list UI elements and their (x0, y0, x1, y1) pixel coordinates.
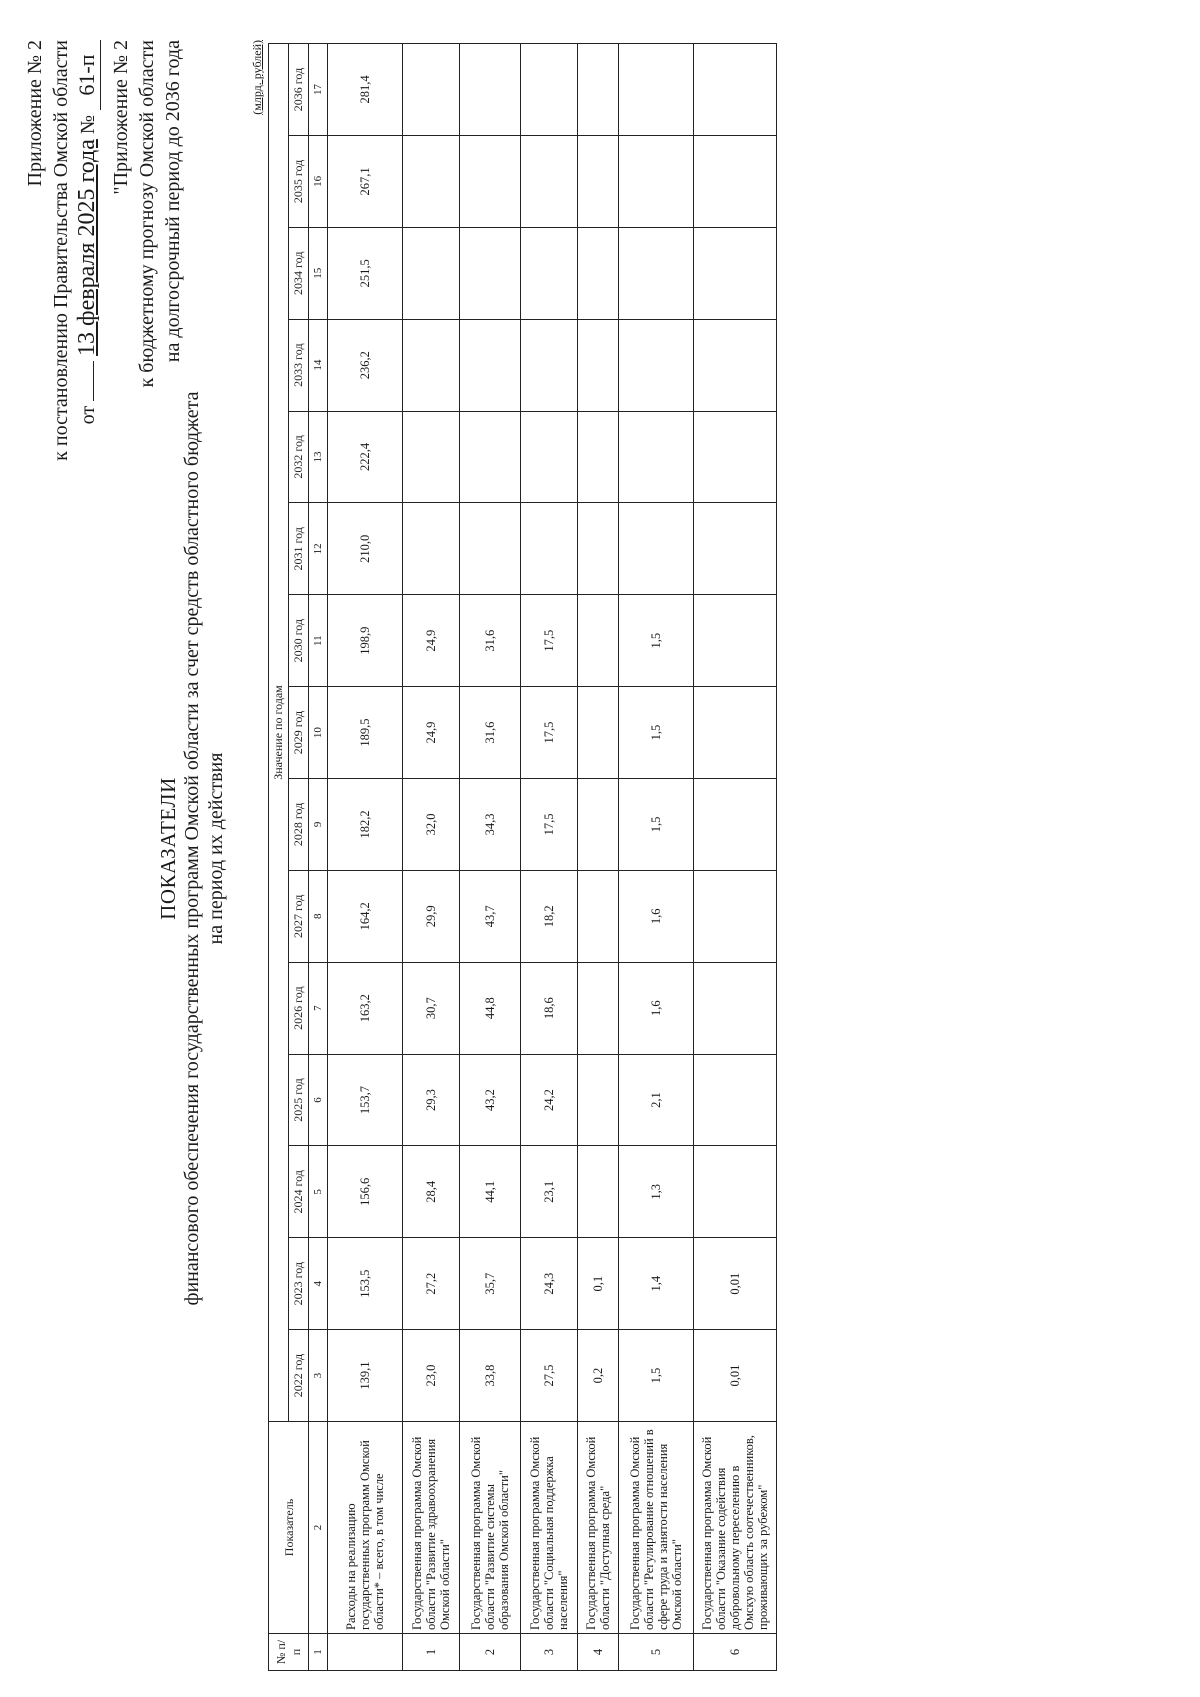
value-cell: 1,5 (619, 778, 694, 870)
year-header: 2024 год (289, 1146, 309, 1238)
value-cell (521, 135, 578, 227)
column-index-cell: 17 (309, 44, 328, 136)
year-header: 2033 год (289, 319, 309, 411)
value-cell (694, 44, 777, 136)
value-cell (403, 319, 460, 411)
value-cell (578, 778, 619, 870)
value-cell: 31,6 (460, 687, 521, 779)
table-row (403, 44, 460, 1671)
value-cell: 0,01 (694, 1238, 777, 1330)
table-row (521, 44, 578, 1671)
value-cell (694, 411, 777, 503)
appendix-title: Приложение № 2 (24, 40, 46, 187)
value-cell: 1,5 (619, 595, 694, 687)
year-header: 2036 год (289, 44, 309, 136)
value-cell: 222,4 (328, 411, 403, 503)
column-index-cell: 9 (309, 778, 328, 870)
column-index-cell: 13 (309, 411, 328, 503)
value-cell: 17,5 (521, 595, 578, 687)
row-indicator: Расходы на реализацию государственных программ Омской области* – всего, в том числе (328, 1422, 403, 1634)
date-underline-gap (93, 361, 94, 401)
year-header: 2028 год (289, 778, 309, 870)
value-cell: 267,1 (328, 135, 403, 227)
value-cell (694, 687, 777, 779)
row-indicator: Государственная программа Омской области "Доступная среда" (578, 1422, 619, 1634)
value-cell: 1,4 (619, 1238, 694, 1330)
row-number: 3 (521, 1634, 578, 1671)
value-cell: 34,3 (460, 778, 521, 870)
value-cell (521, 227, 578, 319)
value-cell: 0,01 (694, 1330, 777, 1422)
value-cell (460, 44, 521, 136)
value-cell: 24,3 (521, 1238, 578, 1330)
year-header: 2031 год (289, 503, 309, 595)
title-subtitle: финансового обеспечения государственных программ Омской области за счет средств областного бюджета (181, 391, 203, 1306)
value-cell: 156,6 (328, 1146, 403, 1238)
value-cell (521, 44, 578, 136)
table-row (694, 44, 777, 1671)
col-header-values-by-year: Значение по годам (269, 44, 289, 1422)
row-indicator: Государственная программа Омской области "Регулирование отношений в сфере труда и занятости населения Омской области" (619, 1422, 694, 1634)
year-header: 2030 год (289, 595, 309, 687)
value-cell (578, 135, 619, 227)
row-indicator: Государственная программа Омской области "Развитие здравоохранения Омской области" (403, 1422, 460, 1634)
value-cell: 153,5 (328, 1238, 403, 1330)
value-cell (578, 1054, 619, 1146)
value-cell: 1,6 (619, 870, 694, 962)
column-index-cell: 14 (309, 319, 328, 411)
budget-appendix-title: "Приложение № 2 (110, 40, 132, 195)
value-cell: 251,5 (328, 227, 403, 319)
value-cell (694, 227, 777, 319)
value-cell: 164,2 (328, 870, 403, 962)
value-cell (694, 135, 777, 227)
column-index-cell: 11 (309, 595, 328, 687)
title-main: ПОКАЗАТЕЛИ (156, 777, 180, 920)
row-indicator: Государственная программа Омской области "Социальная поддержка населения" (521, 1422, 578, 1634)
value-cell: 0,1 (578, 1238, 619, 1330)
row-number (328, 1634, 403, 1671)
value-cell (619, 227, 694, 319)
value-cell: 1,3 (619, 1146, 694, 1238)
year-header: 2023 год (289, 1238, 309, 1330)
decree-date: 13 февраля 2025 года (74, 139, 100, 356)
value-cell (460, 135, 521, 227)
row-number: 2 (460, 1634, 521, 1671)
value-cell (403, 227, 460, 319)
value-cell (619, 503, 694, 595)
value-cell: 23,0 (403, 1330, 460, 1422)
value-cell: 163,2 (328, 962, 403, 1054)
value-cell: 43,2 (460, 1054, 521, 1146)
value-cell: 0,2 (578, 1330, 619, 1422)
value-cell: 210,0 (328, 503, 403, 595)
value-cell: 198,9 (328, 595, 403, 687)
year-header: 2034 год (289, 227, 309, 319)
value-cell (578, 595, 619, 687)
value-cell (694, 319, 777, 411)
column-index-cell: 5 (309, 1146, 328, 1238)
value-cell (578, 227, 619, 319)
value-cell (403, 411, 460, 503)
value-cell: 1,5 (619, 687, 694, 779)
value-cell: 281,4 (328, 44, 403, 136)
col-header-indicator: Показатель (269, 1422, 309, 1634)
value-cell (521, 503, 578, 595)
value-cell: 32,0 (403, 778, 460, 870)
column-index-cell: 12 (309, 503, 328, 595)
value-cell (460, 227, 521, 319)
value-cell (694, 870, 777, 962)
value-cell: 31,6 (460, 595, 521, 687)
column-index-cell: 6 (309, 1054, 328, 1146)
row-number: 4 (578, 1634, 619, 1671)
title-period: на период их действия (205, 752, 227, 945)
value-cell (578, 870, 619, 962)
value-cell (619, 319, 694, 411)
value-cell (694, 503, 777, 595)
value-cell: 153,7 (328, 1054, 403, 1146)
document-title (156, 0, 228, 1697)
value-cell (694, 1146, 777, 1238)
budget-forecast-period: на долгосрочный период до 2036 года (162, 40, 184, 363)
value-cell (578, 687, 619, 779)
column-index-cell: 2 (309, 1422, 328, 1634)
value-cell: 43,7 (460, 870, 521, 962)
value-cell: 24,2 (521, 1054, 578, 1146)
value-cell (460, 503, 521, 595)
value-cell (619, 44, 694, 136)
table-row (619, 44, 694, 1671)
row-indicator: Государственная программа Омской области "Оказание содействия добровольному переселению в Омскую область соотечественников, проживающих за рубежом" (694, 1422, 777, 1634)
column-index-cell: 3 (309, 1330, 328, 1422)
col-header-number: № п/п (269, 1634, 309, 1671)
value-cell (694, 778, 777, 870)
table-row (460, 44, 521, 1671)
value-cell: 1,5 (619, 1330, 694, 1422)
value-cell: 18,2 (521, 870, 578, 962)
number-prefix: № (77, 115, 99, 135)
table-row (578, 44, 619, 1671)
year-header: 2022 год (289, 1330, 309, 1422)
value-cell: 44,1 (460, 1146, 521, 1238)
value-cell (578, 1146, 619, 1238)
value-cell (403, 503, 460, 595)
year-header: 2025 год (289, 1054, 309, 1146)
appendix-date-line (74, 40, 101, 461)
column-index-cell: 16 (309, 135, 328, 227)
indicators-table (268, 43, 777, 1671)
value-cell: 1,6 (619, 962, 694, 1054)
header-row-1 (269, 44, 289, 1671)
value-cell (521, 411, 578, 503)
column-index-cell: 8 (309, 870, 328, 962)
value-cell (578, 319, 619, 411)
year-header: 2026 год (289, 962, 309, 1054)
year-header: 2035 год (289, 135, 309, 227)
value-cell: 28,4 (403, 1146, 460, 1238)
value-cell (619, 135, 694, 227)
value-cell: 182,2 (328, 778, 403, 870)
value-cell: 33,8 (460, 1330, 521, 1422)
value-cell (694, 1054, 777, 1146)
row-number: 6 (694, 1634, 777, 1671)
value-cell: 17,5 (521, 778, 578, 870)
value-cell (578, 411, 619, 503)
value-cell: 27,2 (403, 1238, 460, 1330)
row-indicator: Государственная программа Омской области "Развитие системы образования Омской области" (460, 1422, 521, 1634)
value-cell (578, 503, 619, 595)
value-cell (578, 962, 619, 1054)
row-number: 5 (619, 1634, 694, 1671)
value-cell: 2,1 (619, 1054, 694, 1146)
appendix-decree: к постановлению Правительства Омской области (50, 40, 72, 461)
value-cell: 24,9 (403, 687, 460, 779)
value-cell (403, 44, 460, 136)
value-cell: 35,7 (460, 1238, 521, 1330)
value-cell (619, 411, 694, 503)
year-header: 2027 год (289, 870, 309, 962)
date-prefix: от (77, 405, 99, 425)
year-header: 2029 год (289, 687, 309, 779)
value-cell (694, 595, 777, 687)
value-cell (460, 411, 521, 503)
value-cell: 30,7 (403, 962, 460, 1054)
row-number: 1 (403, 1634, 460, 1671)
value-cell (578, 44, 619, 136)
value-cell: 29,9 (403, 870, 460, 962)
value-cell (521, 319, 578, 411)
value-cell: 44,8 (460, 962, 521, 1054)
units-label: (млрд. рублей) (250, 40, 264, 115)
value-cell: 17,5 (521, 687, 578, 779)
column-index-cell: 7 (309, 962, 328, 1054)
value-cell (460, 319, 521, 411)
column-index-cell: 4 (309, 1238, 328, 1330)
value-cell: 139,1 (328, 1330, 403, 1422)
value-cell: 29,3 (403, 1054, 460, 1146)
budget-forecast-ref: к бюджетному прогнозу Омской области (136, 40, 158, 388)
year-header: 2032 год (289, 411, 309, 503)
value-cell: 27,5 (521, 1330, 578, 1422)
value-cell (403, 135, 460, 227)
value-cell: 189,5 (328, 687, 403, 779)
value-cell (694, 962, 777, 1054)
column-index-row (309, 44, 328, 1671)
column-index-cell: 1 (309, 1634, 328, 1671)
value-cell: 23,1 (521, 1146, 578, 1238)
decree-number: 61-п (74, 40, 101, 110)
appendix-header (22, 40, 101, 461)
value-cell: 24,9 (403, 595, 460, 687)
column-index-cell: 10 (309, 687, 328, 779)
value-cell: 236,2 (328, 319, 403, 411)
value-cell: 18,6 (521, 962, 578, 1054)
table-row (328, 44, 403, 1671)
column-index-cell: 15 (309, 227, 328, 319)
